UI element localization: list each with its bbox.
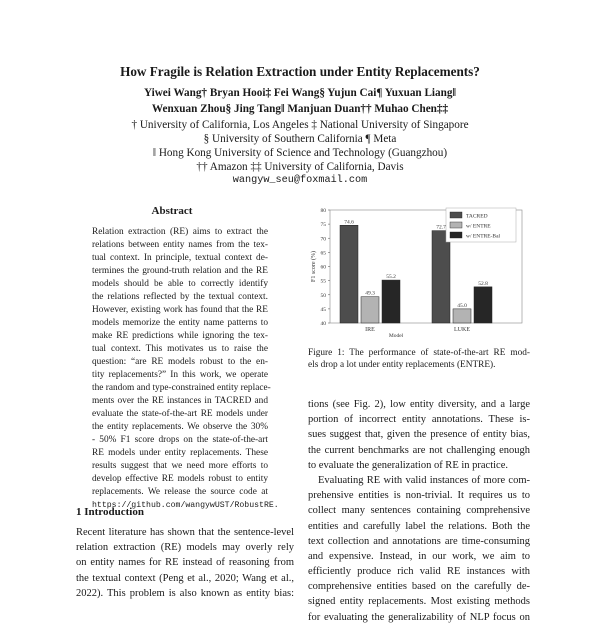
author-line-2: Wenxuan Zhou§ Jing Tang‖ Manjuan Duan†† Muhao Chen‡‡ <box>151 103 449 115</box>
body-line: portion of incorrect entity annotations. These is- <box>308 414 530 426</box>
source-code-link[interactable]: https://github.com/wangywUST/RobustRE. <box>92 501 279 510</box>
caption-line: els drop a lot under entity replacements (ENTRE). <box>308 360 496 371</box>
caption-line: Figure 1: The performance of state-of-the-art RE mod- <box>308 348 530 358</box>
abstract-line: - 50% F1 score drops on the state-of-the-art <box>92 435 268 445</box>
abstract-line: evaluate the state-of-the-art RE models under <box>92 409 268 419</box>
bar-w-entre-bal-ire <box>382 280 400 323</box>
abstract-line: make RE predictions while ignoring the tex- <box>92 331 268 341</box>
y-tick-label: 65 <box>320 250 326 257</box>
abstract-line: tual context. This motivates us to raise the <box>92 344 268 354</box>
body-line: text collection and annotations are time-consuming <box>308 535 530 547</box>
affiliation-line-2: § University of Southern California ¶ Meta <box>203 133 397 145</box>
abstract-line: the relations reflected by the textual context. <box>92 292 268 302</box>
performance-bar-chart <box>300 198 530 338</box>
x-tick-label: LUKE <box>454 327 470 333</box>
paper-title: How Fragile is Relation Extraction under Entity Replacements? <box>120 64 480 79</box>
section-heading-introduction: 1 Introduction <box>76 506 144 518</box>
bar-w-entre-ire <box>361 297 379 323</box>
legend-label: w/ ENTRE-Bal <box>466 233 501 240</box>
bar-value-label: 55.2 <box>386 274 396 281</box>
legend-label: w/ ENTRE <box>466 223 491 230</box>
y-tick-label: 75 <box>320 222 326 229</box>
figure-caption <box>308 347 530 372</box>
legend-swatch <box>450 212 462 218</box>
bar-tacred-luke <box>432 231 450 323</box>
contact-email: wangyw_seu@foxmail.com <box>232 175 368 186</box>
abstract-line: tual context. In principle, textual context de- <box>92 253 268 263</box>
bar-w-entre-bal-luke <box>474 287 492 323</box>
legend-swatch <box>450 222 462 228</box>
body-line: tions (see Fig. 2), low entity diversity, and a large <box>308 399 530 410</box>
abstract-line: termines the ground-truth relation and the RE <box>92 266 268 276</box>
abstract-line: develop effective RE models robust to entity <box>92 474 268 484</box>
abstract-line: However, existing work has found that the RE <box>92 305 268 315</box>
x-tick-label: IRE <box>365 327 375 333</box>
intro-line: relation extraction (RE) models may overly rely <box>76 542 294 554</box>
body-line: entities and carefully label the relations. Both the <box>308 520 530 532</box>
abstract-line: relations between entity names from the tex- <box>92 240 268 250</box>
body-line: to evaluate the generalization of RE in practice. <box>308 459 508 471</box>
body-line: collect many sentences containing comprehensive <box>308 505 530 517</box>
body-line: comprehensive entities based on the carefully de- <box>308 581 530 593</box>
right-column-text <box>308 397 530 625</box>
abstract-line: models memorize the entity name patterns to <box>92 318 268 328</box>
body-line: and expensive. Instead, in our work, we aim to <box>308 550 530 562</box>
legend-swatch <box>450 232 462 238</box>
body-line: prehensive entities is non-trivial. It requires us to <box>308 490 530 502</box>
legend-label: TACRED <box>466 213 488 220</box>
bar-value-label: 45.0 <box>457 302 467 309</box>
y-axis-label: F1 score (%) <box>311 251 317 282</box>
y-tick-label: 60 <box>320 264 326 271</box>
body-line: signed entity replacements. Most existing methods <box>308 596 530 608</box>
bar-value-label: 49.3 <box>365 290 375 297</box>
body-line: sues suggest that, given the presence of entity bias, <box>308 429 530 441</box>
abstract-line: question: “are RE models robust to the en- <box>92 357 268 367</box>
body-line: Evaluating RE with valid instances of more com- <box>318 474 530 486</box>
intro-line: on entity names for RE instead of reasoning from <box>76 557 294 569</box>
abstract-line: results suggest that we need more efforts to <box>92 461 268 471</box>
bar-value-label: 72.7 <box>436 224 446 231</box>
body-line: efficiently produce rich valid RE instances with <box>308 566 530 578</box>
y-tick-label: 70 <box>320 236 326 243</box>
y-tick-label: 40 <box>320 321 326 327</box>
y-tick-label: 55 <box>320 278 326 285</box>
abstract-line: the random and type-constrained entity replace- <box>92 383 271 393</box>
intro-line: the textual context (Peng et al., 2020; Wang et al., <box>76 572 294 584</box>
abstract-line: RE models under entity replacements. These <box>92 448 268 458</box>
abstract-line: models should be able to correctly identify <box>92 279 268 289</box>
bar-w-entre-luke <box>453 309 471 323</box>
abstract-line: tity replacements?” In this work, we operate <box>92 370 268 380</box>
affiliation-line-3: ‖ Hong Kong University of Science and Technology (Guangzhou) <box>152 147 448 159</box>
intro-line: 2022). This problem is also known as entity bias: <box>76 587 294 599</box>
y-tick-label: 50 <box>320 292 326 299</box>
bar-value-label: 74.6 <box>344 219 354 226</box>
abstract-heading: Abstract <box>151 205 193 217</box>
y-tick-label: 45 <box>320 306 326 313</box>
author-line-1: Yiwei Wang† Bryan Hooi‡ Fei Wang§ Yujun Cai¶ Yuxuan Liang‖ <box>143 87 457 99</box>
body-line: for evaluating the generalizability of NLP focus on <box>308 611 530 623</box>
abstract-line: Relation extraction (RE) aims to extract the <box>92 227 268 237</box>
abstract-line: replacements. We release the source code at <box>92 487 268 497</box>
affiliation-line-4: †† Amazon ‡‡ University of California, Davis <box>196 161 404 173</box>
affiliation-line-1: † University of California, Los Angeles ‡ National University of Singapore <box>131 119 469 131</box>
abstract-line: ments over the RE instances in TACRED and <box>92 396 268 406</box>
body-line: the current benchmarks are not challenging enough <box>308 444 530 456</box>
y-tick-label: 80 <box>320 208 326 214</box>
abstract-body <box>92 226 279 512</box>
abstract-line: the entity replacements. We observe the 30% <box>92 422 268 432</box>
bar-tacred-ire <box>340 225 358 323</box>
introduction-text <box>76 525 294 601</box>
intro-line: Recent literature has shown that the sentence-level <box>76 527 294 538</box>
bar-value-label: 52.8 <box>478 280 488 287</box>
x-axis-label: Model <box>388 333 404 338</box>
